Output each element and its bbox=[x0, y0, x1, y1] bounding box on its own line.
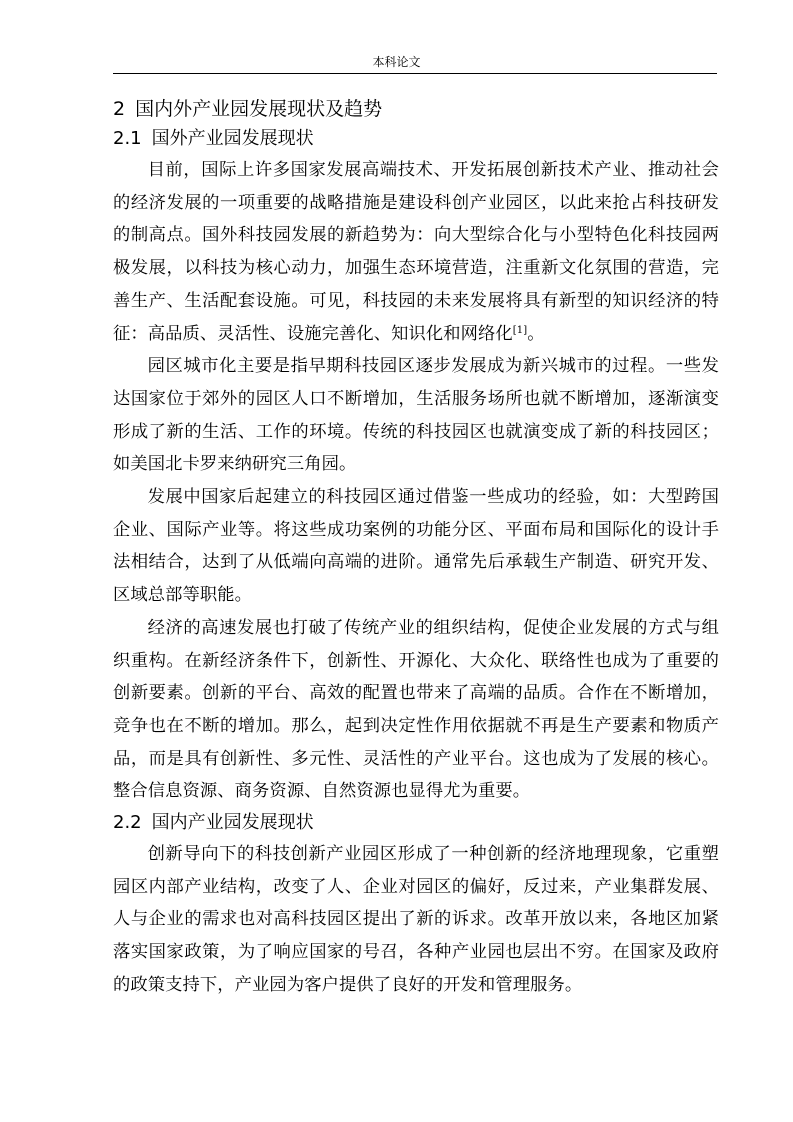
page-content bbox=[113, 94, 719, 1002]
citation-ref[interactable]: [1] bbox=[512, 324, 528, 336]
section-heading-2-2 bbox=[113, 808, 719, 838]
chapter-number: 2 bbox=[113, 98, 126, 120]
running-header: 本科论文 bbox=[372, 55, 421, 69]
paragraph-end: 。 bbox=[527, 323, 545, 344]
section-number: 2.1 bbox=[113, 128, 142, 149]
paragraph: 园区城市化主要是指早期科技园区逐步发展成为新兴城市的过程。一些发达国家位于郊外的园区人口不断增加，生活服务场所也就不断增加，逐渐演变形成了新的生活、工作的环境。传统的科技园区也就演变成了新的科技园区；如美国北卡罗来纳研究三角园。 bbox=[113, 356, 719, 475]
section-title: 国内产业园发展现状 bbox=[151, 812, 314, 834]
paragraph: 发展中国家后起建立的科技园区通过借鉴一些成功的经验，如：大型跨国企业、国际产业等。将这些成功案例的功能分区、平面布局和国际化的设计手法相结合，达到了从低端向高端的进阶。通常先后承载生产制造、研究开发、区域总部等职能。 bbox=[113, 487, 719, 606]
paragraph: 创新导向下的科技创新产业园区形成了一种创新的经济地理现象，它重塑园区内部产业结构，改变了人、企业对园区的偏好，反过来，产业集群发展、人与企业的需求也对高科技园区提出了新的诉求。改革开放以来，各地区加紧落实国家政策，为了响应国家的号召，各种产业园也层出不穷。在国家及政府的政策支持下，产业园为客户提供了良好的开发和管理服务。 bbox=[113, 844, 719, 995]
paragraph bbox=[113, 154, 719, 350]
paragraph-text: 目前，国际上许多国家发展高端技术、开发拓展创新技术产业、推动社会的经济发展的一项重要的战略措施是建设科创产业园区，以此来抢占科技研发的制高点。国外科技园发展的新趋势为：向大型综合化与小型特色化科技园两极发展，以科技为核心动力，加强生态环境营造，注重新文化氛围的营造，完善生产、生活配套设施。可见，科技园的未来发展将具有新型的知识经济的特征：高品质、灵活性、设施完善化、知识化和网络化 bbox=[113, 160, 719, 344]
paragraph: 经济的高速发展也打破了传统产业的组织结构，促使企业发展的方式与组织重构。在新经济条件下，创新性、开源化、大众化、联络性也成为了重要的创新要素。创新的平台、高效的配置也带来了高端的品质。合作在不断增加，竞争也在不断的增加。那么，起到决定性作用依据就不再是生产要素和物质产品，而是具有创新性、多元性、灵活性的产业平台。这也成为了发展的核心。整合信息资源、商务资源、自然资源也显得尤为重要。 bbox=[113, 617, 719, 802]
section-number: 2.2 bbox=[113, 812, 142, 834]
section-heading-2-1 bbox=[113, 124, 719, 154]
chapter-heading bbox=[113, 94, 719, 124]
header-rule bbox=[113, 73, 717, 74]
section-title: 国外产业园发展现状 bbox=[151, 128, 314, 149]
chapter-title: 国内外产业园发展现状及趋势 bbox=[135, 98, 383, 120]
